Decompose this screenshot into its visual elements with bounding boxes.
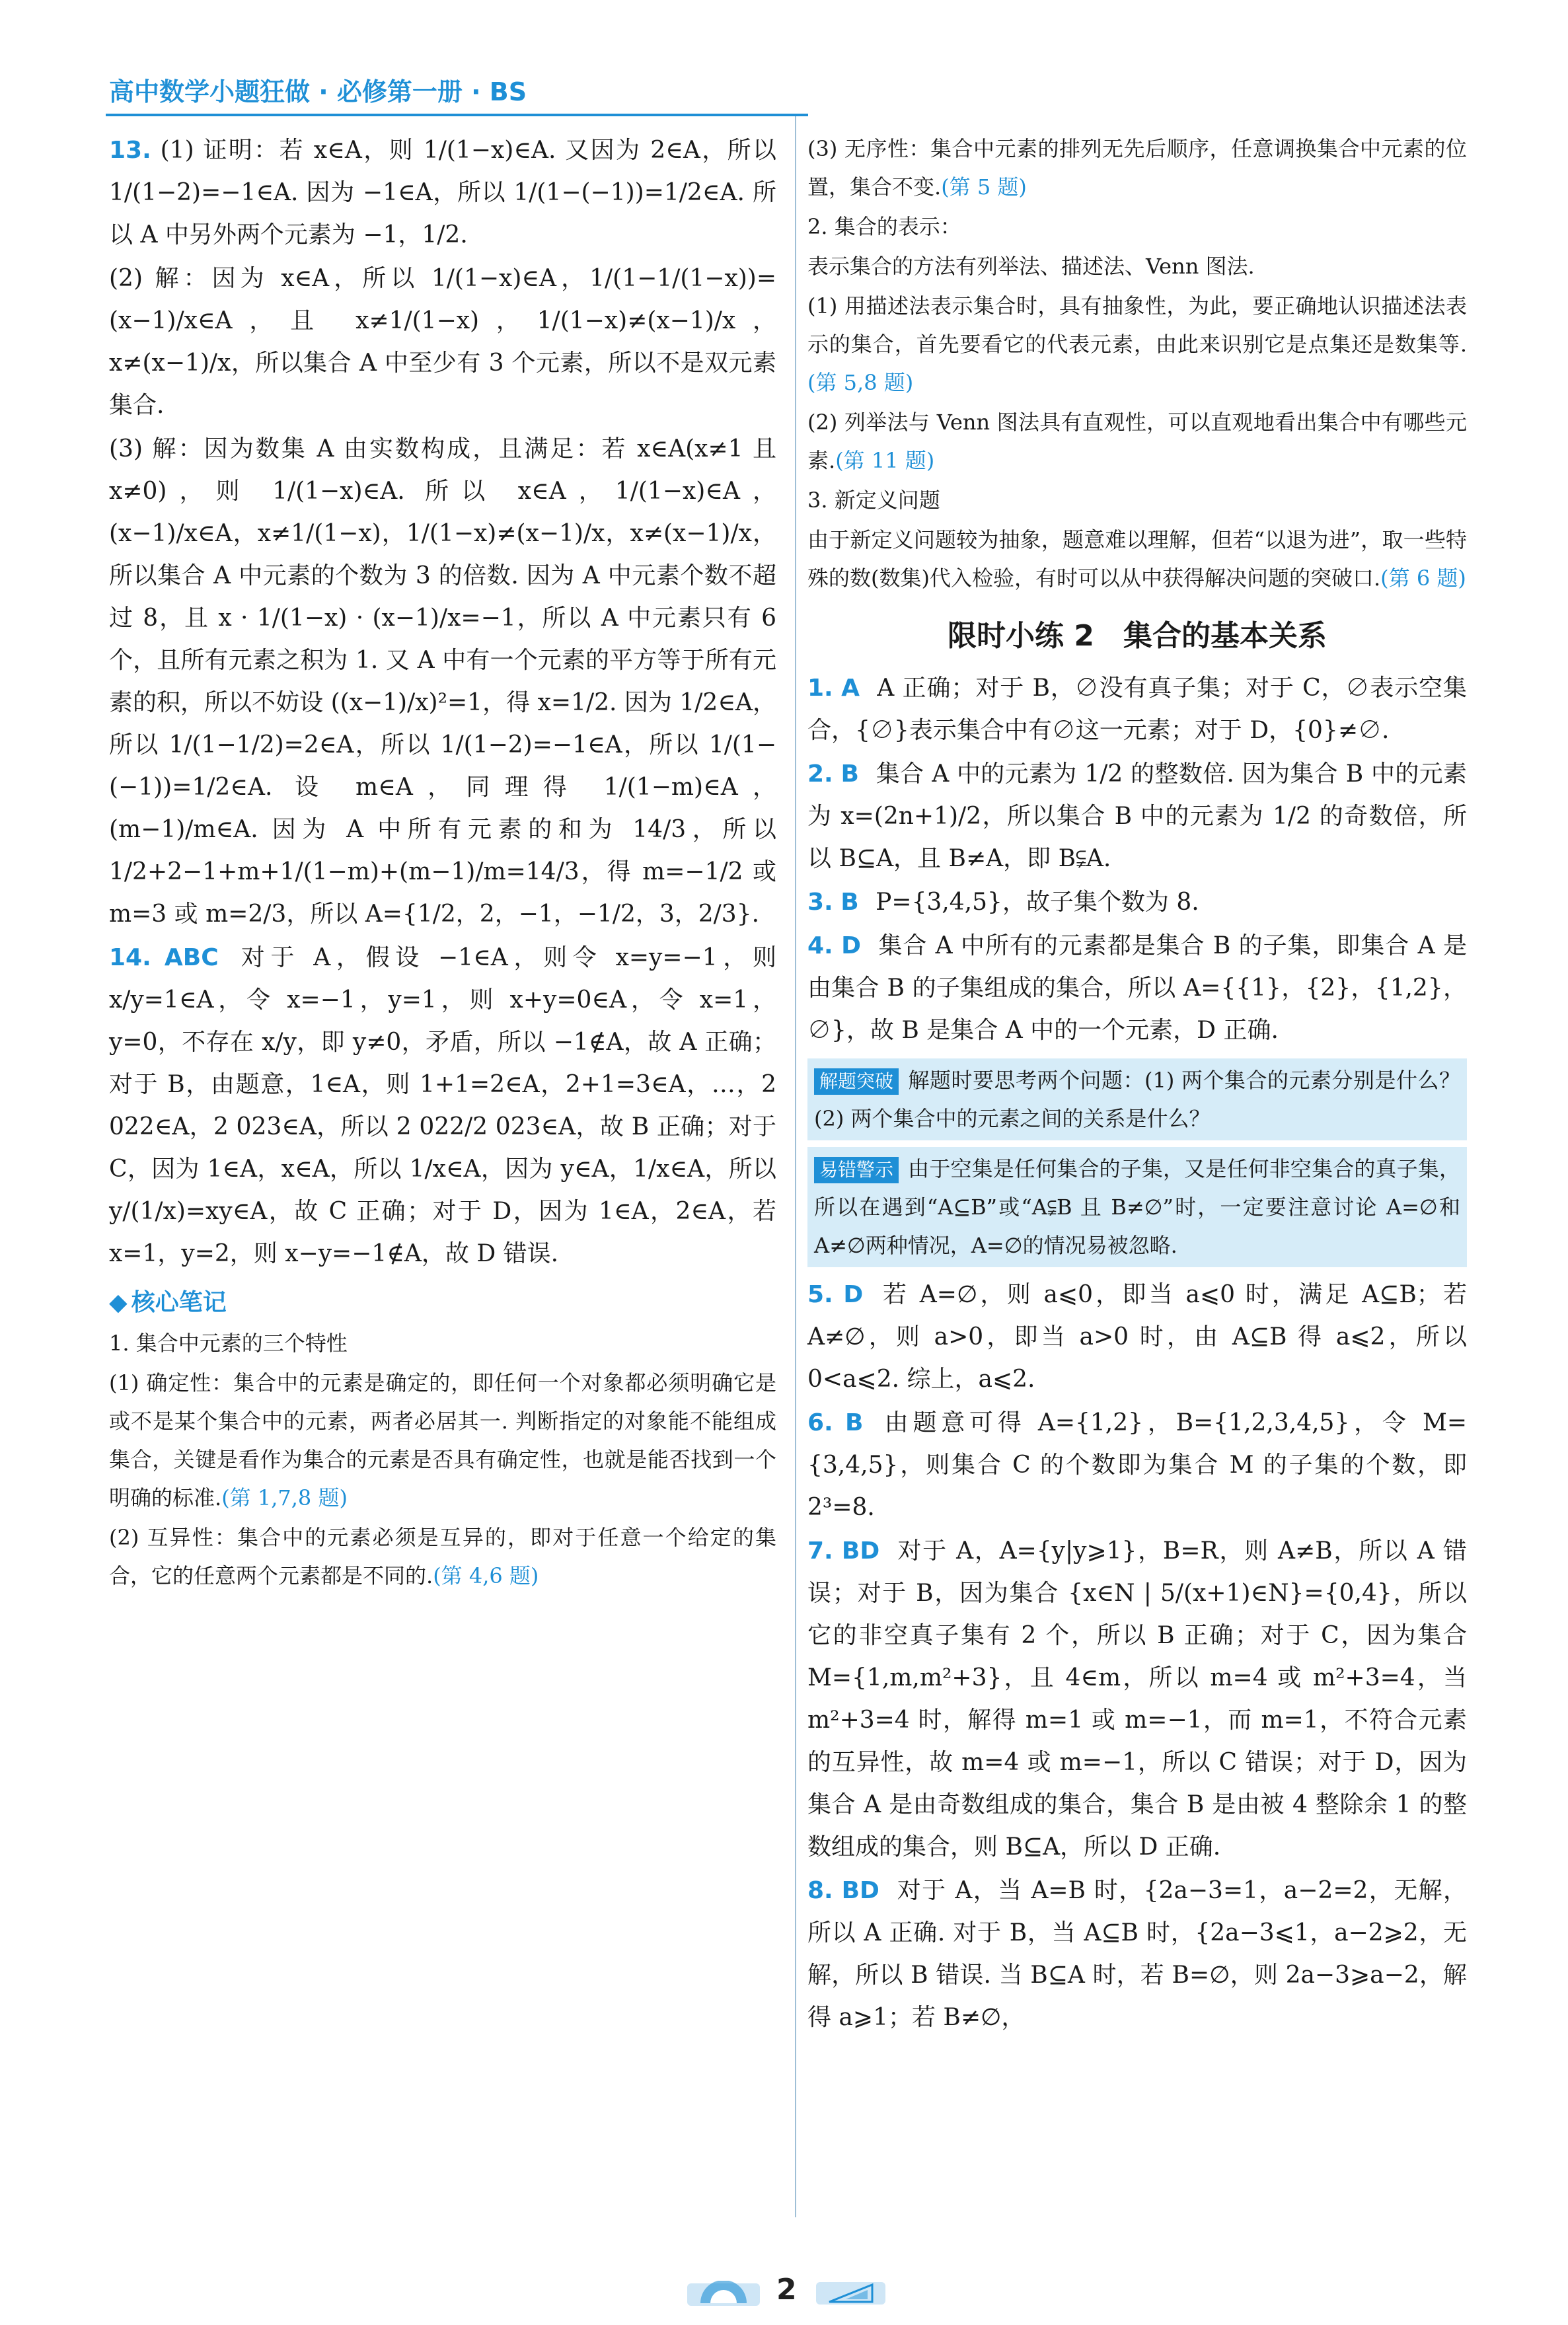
problem-14: [109, 937, 776, 1275]
note-item: [807, 207, 1467, 246]
answer-4: [807, 925, 1467, 1052]
protractor-icon: [687, 2281, 760, 2307]
note-text: (1) 用描述法表示集合时，具有抽象性，为此，要正确地认识描述法表示的集合，首先要看它的代表元素，由此来识别它是点集还是数集等.: [807, 293, 1467, 357]
callout-tag: 易错警示: [814, 1157, 899, 1183]
callout-tag: 解题突破: [814, 1068, 899, 1095]
answer-8: [807, 1870, 1467, 2039]
triangle-ruler-icon: [816, 2279, 885, 2307]
note-text: 表示集合的方法有列举法、描述法、Venn 图法.: [807, 254, 1255, 279]
note-item: [807, 403, 1467, 480]
note-text: 1. 集合中元素的三个特性: [109, 1331, 348, 1356]
problem-number: 2.: [807, 760, 833, 788]
callout-error-warning: [807, 1147, 1467, 1267]
note-text: 2. 集合的表示：: [807, 214, 961, 239]
note-text: 3. 新定义问题: [807, 488, 940, 513]
answer-text: 对于 A，当 A=B 时，{2a−3=1，a−2=2，无解，所以 A 正确. 对于 B，当 A⊆B 时，{2a−3⩽1，a−2⩾2，无解，所以 B 错误. 当 B⊆A 时，若 B=∅，则 2a−3⩾a−2，解得 a⩾1；若 B≠∅，: [807, 1877, 1467, 2031]
problem-number: 6.: [807, 1409, 833, 1436]
problem-number: 13.: [109, 137, 151, 164]
note-text: (3) 无序性：集合中元素的排列无先后顺序，任意调换集合中元素的位置，集合不变.: [807, 136, 1467, 200]
answer-text: 对于 A，A={y|y⩾1}，B=R，则 A≠B，所以 A 错误；对于 B，因为集合 {x∈N | 5/(x+1)∈N}={0,4}，所以它的非空真子集有 2 个，所以 B 正确；对于 C，因为集合 M={1,m,m²+3}，且 4∈m，所以 m=4 或 m²+3=4，当 m²+3=4 时，解得 m=1 或 m=−1，而 m=1，不符合元素的互异性，故 m=4 或 m=−1，所以 C 错误；对于 D，因为集合 A 是由奇数组成的集合，集合 B 是由被 4 整除余 1 的整数组成的集合，则 B⊆A，所以 D 正确.: [807, 1537, 1467, 1861]
answer-7: [807, 1530, 1467, 1868]
note-item: [807, 481, 1467, 519]
callout-text: 由于空集是任何集合的子集，又是任何非空集合的真子集，所以在遇到“A⊆B”或“A⫋B 且 B≠∅”时，一定要注意讨论 A=∅和 A≠∅两种情况，A=∅的情况易被忽略.: [814, 1156, 1460, 1258]
note-text: (2) 列举法与 Venn 图法具有直观性，可以直观地看出集合中有哪些元素.: [807, 410, 1467, 473]
problem-number: 5.: [807, 1281, 833, 1308]
column-divider: [795, 116, 796, 2217]
note-text: 由于新定义问题较为抽象，题意难以理解，但若“以退为进”，取一些特殊的数(数集)代入检验，有时可以从中获得解决问题的突破口.: [807, 527, 1467, 591]
answer-label: BD: [841, 1877, 879, 1904]
problem-13-part-3: [109, 428, 776, 936]
problem-number: 1.: [807, 675, 833, 702]
left-column: [109, 129, 776, 1596]
answer-label: BD: [841, 1537, 880, 1565]
answer-label: A: [841, 675, 860, 702]
core-notes-title: 核心笔记: [131, 1289, 227, 1316]
note-reference: (第 4,6 题): [433, 1563, 539, 1588]
answer-label: D: [841, 932, 862, 959]
problem-text: (1) 证明：若 x∈A，则 1/(1−x)∈A. 又因为 2∈A，所以 1/(1−2)=−1∈A. 因为 −1∈A，所以 1/(1−(−1))=1/2∈A. 所以 A 中另外两个元素为 −1，1/2.: [109, 137, 776, 248]
problem-number: 8.: [807, 1877, 833, 1904]
answer-5: [807, 1274, 1467, 1401]
answer-label: B: [844, 1409, 864, 1436]
problem-text: 对于 A，假设 −1∈A，则令 x=y=−1，则 x/y=1∈A，令 x=−1，y=1，则 x+y=0∈A，令 x=1，y=0，不存在 x/y，即 y≠0，矛盾，所以 −1∉A，故 A 正确；对于 B，由题意，1∈A，则 1+1=2∈A，2+1=3∈A，…，2 022∈A，2 023∈A，所以 2 022/2 023∈A，故 B 正确；对于 C，因为 1∈A，x∈A，所以 1/x∈A，因为 y∈A，1/x∈A，所以 y/(1/x)=xy∈A，故 C 正确；对于 D，因为 1∈A，2∈A，若 x=1，y=2，则 x−y=−1∉A，故 D 错误.: [109, 944, 776, 1267]
note-item: [807, 287, 1467, 402]
problem-number: 3.: [807, 889, 833, 916]
diamond-icon: ◆: [109, 1289, 128, 1316]
answer-text: P={3,4,5}，故子集个数为 8.: [876, 889, 1199, 916]
callout-text: 解题时要思考两个问题：(1) 两个集合的元素分别是什么？(2) 两个集合中的元素之间的关系是什么？: [814, 1068, 1460, 1131]
header-rule: [106, 114, 808, 116]
core-notes-heading: [109, 1282, 776, 1324]
running-header: 高中数学小题狂做 · 必修第一册 · BS: [109, 77, 527, 106]
right-column: [807, 129, 1467, 2040]
section-title: 限时小练 2 集合的基本关系: [948, 619, 1327, 653]
note-reference: (第 5,8 题): [807, 370, 914, 395]
note-item: [109, 1324, 776, 1362]
note-item: [807, 521, 1467, 597]
answer-3: [807, 881, 1467, 924]
answer-text: A 正确；对于 B，∅没有真子集；对于 C，∅表示空集合，{∅}表示集合中有∅这一元素；对于 D，{0}≠∅.: [807, 675, 1467, 744]
answer-text: 集合 A 中的元素为 1/2 的整数倍. 因为集合 B 中的元素为 x=(2n+1)/2，所以集合 B 中的元素为 1/2 的奇数倍，所以 B⊆A，且 B≠A，即 B⫋A.: [807, 760, 1467, 872]
note-text: (1) 确定性：集合中的元素是确定的，即任何一个对象都必须明确它是或不是某个集合中的元素，两者必居其一. 判断指定的对象能不能组成集合，关键是看作为集合的元素是否具有确定性，也就是能否找到一个明确的标准.: [109, 1370, 776, 1510]
note-item: [109, 1364, 776, 1517]
problem-number: 4.: [807, 932, 833, 959]
page-number: 2: [776, 2273, 797, 2307]
problem-text: (3) 解：因为数集 A 由实数构成，且满足：若 x∈A(x≠1 且 x≠0)，则 1/(1−x)∈A. 所以 x∈A，1/(1−x)∈A，(x−1)/x∈A，x≠1/(1−x)，1/(1−x)≠(x−1)/x，x≠(x−1)/x，所以集合 A 中元素的个数为 3 的倍数. 因为 A 中元素个数不超过 8，且 x · 1/(1−x) · (x−1)/x=−1，所以 A 中元素只有 6 个，且所有元素之积为 1. 又 A 中有一个元素的平方等于所有元素的积，所以不妨设 ((x−1)/x)²=1，得 x=1/2. 因为 1/2∈A，所以 1/(1−1/2)=2∈A，所以 1/(1−2)=−1∈A，所以 1/(1−(−1))=1/2∈A. 设 m∈A，同理得 1/(1−m)∈A，(m−1)/m∈A. 因为 A 中所有元素的和为 14/3，所以 1/2+2−1+m+1/(1−m)+(m−1)/m=14/3，得 m=−1/2 或 m=3 或 m=2/3，所以 A={1/2，2，−1，−1/2，3，2/3}.: [109, 435, 776, 928]
problem-number: 14.: [109, 944, 151, 971]
note-item: [109, 1518, 776, 1595]
problem-number: 7.: [807, 1537, 833, 1565]
answer-2: [807, 753, 1467, 880]
note-reference: (第 1,7,8 题): [221, 1485, 348, 1510]
answer-label: B: [840, 889, 859, 916]
answer-text: 若 A=∅，则 a⩽0，即当 a⩽0 时，满足 A⊆B；若 A≠∅，则 a>0，即当 a>0 时，由 A⊆B 得 a⩽2，所以 0<a⩽2. 综上，a⩽2.: [807, 1281, 1467, 1393]
note-reference: (第 11 题): [835, 448, 935, 473]
answer-label: D: [843, 1281, 864, 1308]
problem-13-part-1: [109, 129, 776, 256]
note-item: [807, 247, 1467, 285]
note-reference: (第 5 题): [941, 174, 1027, 200]
problem-text: (2) 解：因为 x∈A，所以 1/(1−x)∈A，1/(1−1/(1−x))=(x−1)/x∈A，且 x≠1/(1−x)，1/(1−x)≠(x−1)/x，x≠(x−1)/x，所以集合 A 中至少有 3 个元素，所以不是双元素集合.: [109, 265, 776, 419]
answer-text: 集合 A 中所有的元素都是集合 B 的子集，即集合 A 是由集合 B 的子集组成的集合，所以 A={{1}，{2}，{1,2}，∅}，故 B 是集合 A 中的一个元素，D 正确.: [807, 932, 1467, 1044]
page-footer: [687, 2273, 885, 2312]
answer-label: B: [840, 760, 859, 788]
problem-13-part-2: [109, 258, 776, 427]
answer-1: [807, 667, 1467, 752]
note-text: (2) 互异性：集合中的元素必须是互异的，即对于任意一个给定的集合，它的任意两个元素都是不同的.: [109, 1525, 776, 1588]
note-item: [807, 129, 1467, 206]
callout-solution-tip: [807, 1058, 1467, 1140]
answer-6: [807, 1402, 1467, 1529]
answer-label: ABC: [164, 944, 219, 971]
note-reference: (第 6 题): [1380, 566, 1466, 591]
answer-text: 由题意可得 A={1,2}，B={1,2,3,4,5}，令 M={3,4,5}，则集合 C 的个数即为集合 M 的子集的个数，即 2³=8.: [807, 1409, 1467, 1521]
